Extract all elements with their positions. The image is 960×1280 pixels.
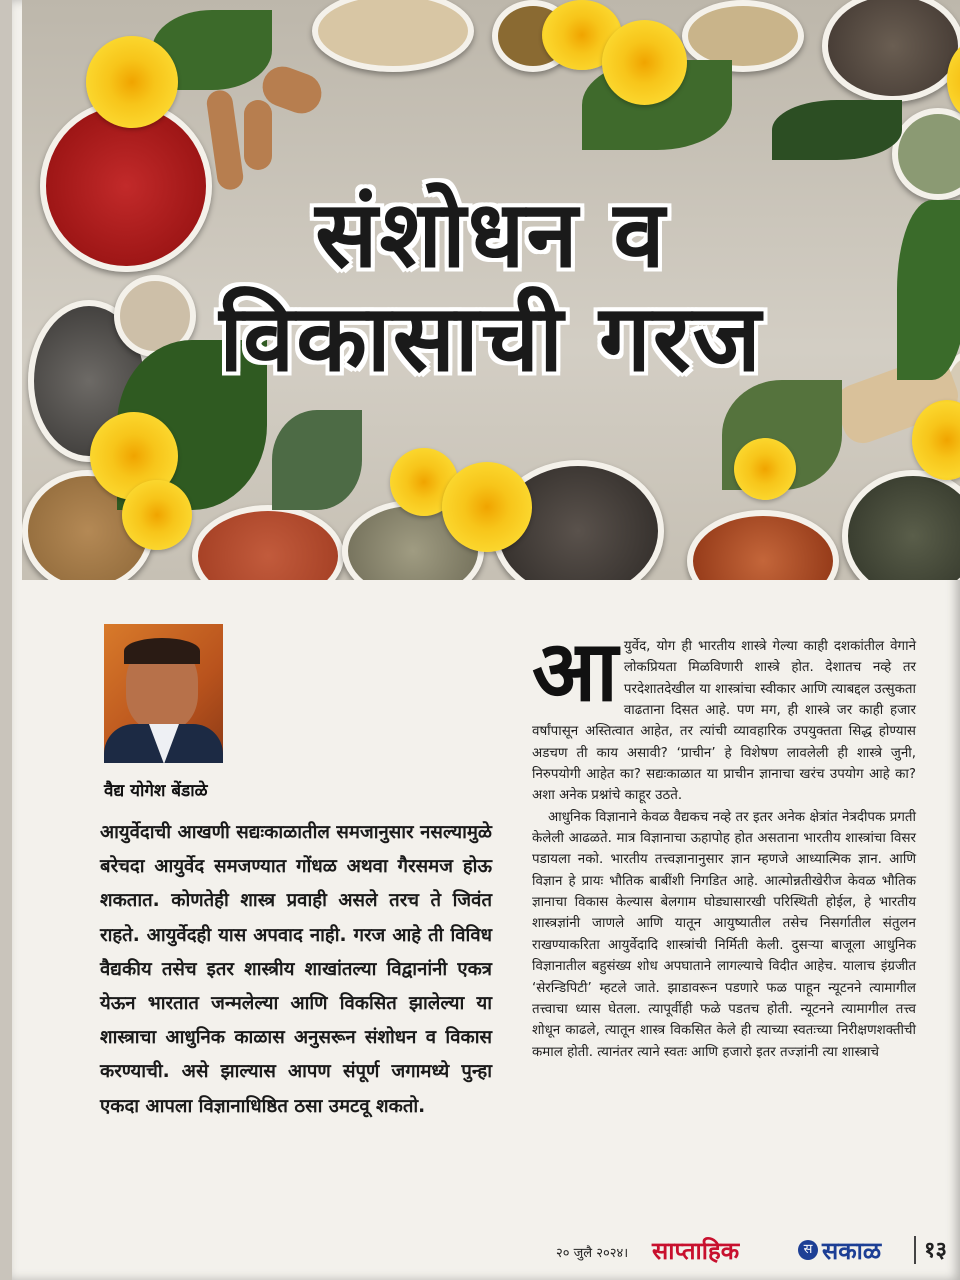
- brand-sakal: सकाळ: [822, 1237, 882, 1265]
- page-number: १३: [924, 1238, 947, 1263]
- magazine-page: [12, 0, 960, 1280]
- article-paragraph-1-text: युर्वेद, योग ही भारतीय शास्त्रे गेल्या काही दशकांतील वेगाने लोकप्रियता मिळविणारी शास्त्रे होत. देशातच नव्हे तर परदेशातदेखील या शास्त्रांचा स्वीकार आणि त्याबद्दल उत्सुकता वाढताना दिसत आहे. पण मग, ही शास्त्रे जर काही हजार वर्षांपासून अस्तित्वात आहेत, तर त्यांची व्यावहारिक उपयुक्तता सिद्ध होण्यास अडचण ती काय असावी? ‘प्राचीन’ हे विशेषण लावलेली ही शास्त्रे जुनी, निरुपयोगी आहेत का? सद्यःकाळात या प्राचीन ज्ञानाचा खरंच उपयोग आहे का? अशा अनेक प्रश्नांचे काहूर उठते.: [532, 639, 916, 804]
- article-body: [532, 622, 916, 1063]
- intro-text: आयुर्वेदाची आखणी सद्यःकाळातील समजानुसार नसल्यामुळे बरेचदा आयुर्वेद समजण्यात गोंधळ अथवा गैरसमज होऊ शकतात. कोणतेही शास्त्र प्रवाही असले तरच ते जिवंत राहते. आयुर्वेदही यास अपवाद नाही. गरज आहे ती विविध वैद्यकीय तसेच इतर शास्त्रीय शाखांतल्या विद्वानांनी एकत्र येऊन भारतात जन्मलेल्या आणि विकसित झालेल्या या शास्त्राचा आधुनिक काळास अनुसरून संशोधन व विकास करण्याची. असे झाल्यास आपण संपूर्ण जगामध्ये पुन्हा एकदा आपला विज्ञानाधिष्ठित ठसा उमटवू शकतो.: [100, 822, 492, 1117]
- footer-divider: [914, 1236, 916, 1264]
- headline-line-1: संशोधन व: [315, 181, 667, 288]
- author-name: वैद्य योगेश बेंडाळे: [104, 781, 208, 801]
- headline-line-2: विकासाची गरज: [219, 285, 763, 392]
- article-paragraph-2: आधुनिक विज्ञानाने केवळ वैद्यकच नव्हे तर इतर अनेक क्षेत्रांत नेत्रदीपक प्रगती केलेली आढळते. मात्र विज्ञानाचा ऊहापोह होत असताना भारतीय शास्त्रांचा विसर पडायला नको. भारतीय तत्त्वज्ञानानुसार ज्ञान म्हणजे आध्यात्मिक ज्ञान. आणि विज्ञान हे प्रायः भौतिक बाबींशी निगडित आहे. आत्मोन्नतीखेरीज केवळ भौतिक ज्ञानाचा विकास केल्यास बेलगाम घोड्यासारखी परिस्थिती होईल, हे भारतीय शास्त्रज्ञांनी जाणले आणि यातून आयुष्यातील तसेच निसर्गातील संतुलन राखण्याकरिता आयुर्वेदादि शास्त्रांची निर्मिती केली. दुसऱ्या बाजूला आधुनिक विज्ञानातील बहुसंख्य शोध अपघाताने लागल्याचे विदीत आहेच. यालाच इंग्रजीत ‘सेरन्डिपिटी’ म्हटले जाते. झाडावरून पडणारे फळ पाहून न्यूटनने त्यामागील तत्त्वाचा ध्यास घेतला. त्यापूर्वीही फळे पडतच होती. न्यूटनने त्यामागील तत्त्व शोधून काढले, त्यातून शास्त्र विकसित केले ही त्याच्या स्वतःच्या निरीक्षणशक्तीची कमाल होती. त्यानंतर त्याने स्वतः आणि हजारो इतर तज्ज्ञांनी त्या शास्त्राचे: [532, 809, 916, 1060]
- sakal-logo-icon: स: [798, 1240, 818, 1260]
- author-photo: [104, 624, 223, 763]
- hero-photo-herbs: [22, 0, 960, 580]
- dropcap: आ: [532, 622, 618, 720]
- brand-saptahik: साप्ताहिक: [652, 1237, 740, 1265]
- page-footer: [552, 1232, 952, 1268]
- article-paragraph-1: [532, 622, 916, 807]
- issue-date: २० जुलै २०२४।: [556, 1246, 629, 1261]
